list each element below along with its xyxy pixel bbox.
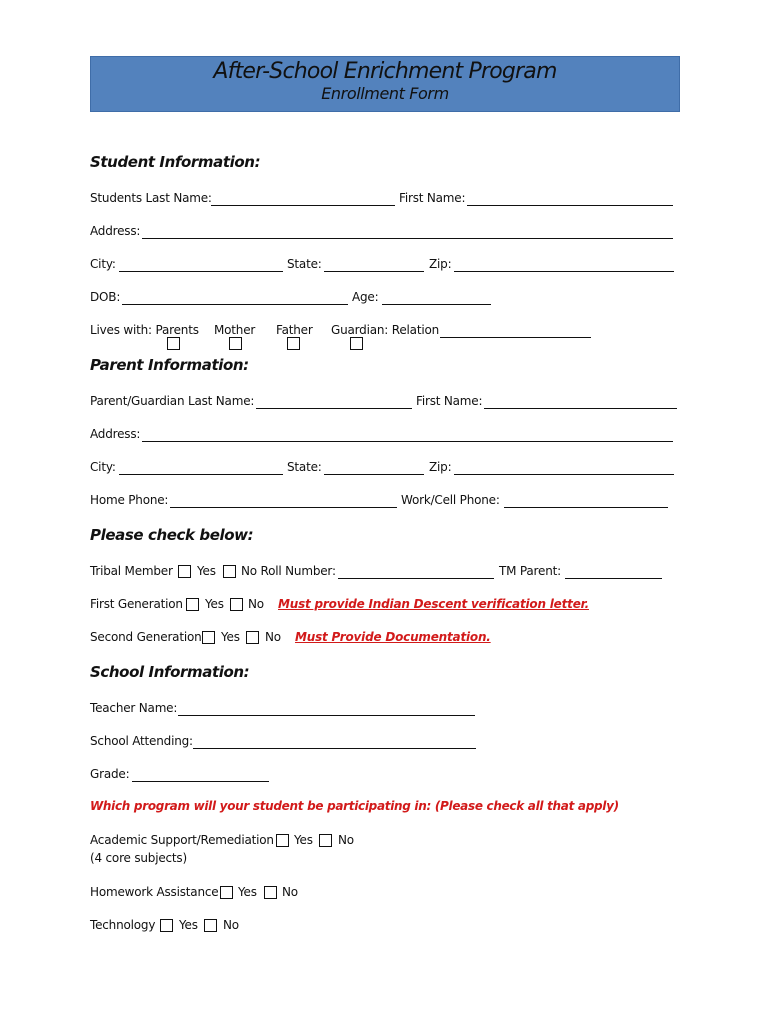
student-dob-label: DOB: xyxy=(90,290,121,304)
parent-address-field[interactable] xyxy=(142,441,673,442)
tm-parent-field[interactable] xyxy=(565,578,662,579)
student-lives-with-row xyxy=(90,323,690,351)
section-heading-student: Student Information: xyxy=(90,153,261,171)
parent-first-name-label: First Name: xyxy=(416,394,483,408)
home-phone-label: Home Phone: xyxy=(90,493,169,507)
student-zip-label: Zip: xyxy=(429,257,452,271)
guardian-checkbox[interactable] xyxy=(350,337,363,350)
parent-state-field[interactable] xyxy=(324,474,424,475)
program-question: Which program will your student be participating in: (Please check all that apply) xyxy=(90,799,619,813)
student-address-field[interactable] xyxy=(142,238,673,239)
no-roll-number-label: No Roll Number: xyxy=(241,564,336,578)
first-gen-yes-checkbox[interactable] xyxy=(186,598,199,611)
form-title-banner xyxy=(90,56,680,112)
work-phone-label: Work/Cell Phone: xyxy=(401,493,500,507)
first-gen-note: Must provide Indian Descent verification letter. xyxy=(278,597,589,611)
home-phone-field[interactable] xyxy=(170,507,397,508)
student-age-label: Age: xyxy=(352,290,379,304)
form-subtitle: Enrollment Form xyxy=(321,84,449,103)
homework-no-checkbox[interactable] xyxy=(264,886,277,899)
mother-label: Mother xyxy=(214,323,256,337)
homework-label: Homework Assistance xyxy=(90,885,219,899)
student-age-field[interactable] xyxy=(382,304,491,305)
academic-no-checkbox[interactable] xyxy=(319,834,332,847)
technology-yes-label: Yes xyxy=(179,918,198,932)
guardian-label: Guardian: Relation xyxy=(331,323,440,337)
guardian-relation-field[interactable] xyxy=(440,337,591,338)
technology-no-checkbox[interactable] xyxy=(204,919,217,932)
tribal-no-checkbox[interactable] xyxy=(223,565,236,578)
tribal-yes-label: Yes xyxy=(197,564,216,578)
parent-address-label: Address: xyxy=(90,427,141,441)
student-zip-field[interactable] xyxy=(454,271,674,272)
student-last-name-label: Students Last Name: xyxy=(90,191,212,205)
parent-last-name-field[interactable] xyxy=(256,408,412,409)
parent-zip-field[interactable] xyxy=(454,474,674,475)
second-gen-yes-checkbox[interactable] xyxy=(202,631,215,644)
father-label: Father xyxy=(276,323,313,337)
parent-state-label: State: xyxy=(287,460,322,474)
second-gen-no-label: No xyxy=(265,630,281,644)
form-title: After-School Enrichment Program xyxy=(213,59,557,84)
technology-yes-checkbox[interactable] xyxy=(160,919,173,932)
academic-no-label: No xyxy=(338,833,354,847)
homework-yes-checkbox[interactable] xyxy=(220,886,233,899)
section-heading-school: School Information: xyxy=(90,663,250,681)
parent-city-field[interactable] xyxy=(119,474,283,475)
student-city-field[interactable] xyxy=(119,271,283,272)
second-generation-label: Second Generation xyxy=(90,630,202,644)
tribal-member-label: Tribal Member xyxy=(90,564,173,578)
student-first-name-field[interactable] xyxy=(467,205,673,206)
mother-checkbox[interactable] xyxy=(229,337,242,350)
first-gen-no-checkbox[interactable] xyxy=(230,598,243,611)
section-heading-check: Please check below: xyxy=(90,526,254,544)
section-heading-parent: Parent Information: xyxy=(90,356,249,374)
academic-yes-label: Yes xyxy=(294,833,313,847)
student-address-label: Address: xyxy=(90,224,141,238)
student-state-label: State: xyxy=(287,257,322,271)
school-attending-field[interactable] xyxy=(193,748,476,749)
father-checkbox[interactable] xyxy=(287,337,300,350)
second-gen-note: Must Provide Documentation. xyxy=(295,630,491,644)
technology-no-label: No xyxy=(223,918,239,932)
parent-first-name-field[interactable] xyxy=(484,408,677,409)
parents-checkbox[interactable] xyxy=(167,337,180,350)
academic-support-label: Academic Support/Remediation xyxy=(90,833,274,847)
student-last-name-field[interactable] xyxy=(211,205,395,206)
parent-zip-label: Zip: xyxy=(429,460,452,474)
homework-no-label: No xyxy=(282,885,298,899)
technology-label: Technology xyxy=(90,918,156,932)
homework-yes-label: Yes xyxy=(238,885,257,899)
grade-field[interactable] xyxy=(132,781,269,782)
first-generation-label: First Generation xyxy=(90,597,183,611)
student-first-name-label: First Name: xyxy=(399,191,466,205)
first-gen-no-label: No xyxy=(248,597,264,611)
teacher-name-label: Teacher Name: xyxy=(90,701,178,715)
lives-with-label: Lives with: Parents xyxy=(90,323,199,337)
teacher-name-field[interactable] xyxy=(178,715,475,716)
school-attending-label: School Attending: xyxy=(90,734,193,748)
student-dob-field[interactable] xyxy=(122,304,348,305)
second-gen-no-checkbox[interactable] xyxy=(246,631,259,644)
second-gen-yes-label: Yes xyxy=(221,630,240,644)
student-city-label: City: xyxy=(90,257,116,271)
academic-yes-checkbox[interactable] xyxy=(276,834,289,847)
work-phone-field[interactable] xyxy=(504,507,668,508)
student-state-field[interactable] xyxy=(324,271,424,272)
roll-number-field[interactable] xyxy=(338,578,494,579)
first-gen-yes-label: Yes xyxy=(205,597,224,611)
academic-support-row xyxy=(90,833,490,867)
tribal-yes-checkbox[interactable] xyxy=(178,565,191,578)
grade-label: Grade: xyxy=(90,767,130,781)
tm-parent-label: TM Parent: xyxy=(499,564,561,578)
academic-support-sublabel: (4 core subjects) xyxy=(90,851,187,865)
parent-city-label: City: xyxy=(90,460,116,474)
parent-last-name-label: Parent/Guardian Last Name: xyxy=(90,394,255,408)
